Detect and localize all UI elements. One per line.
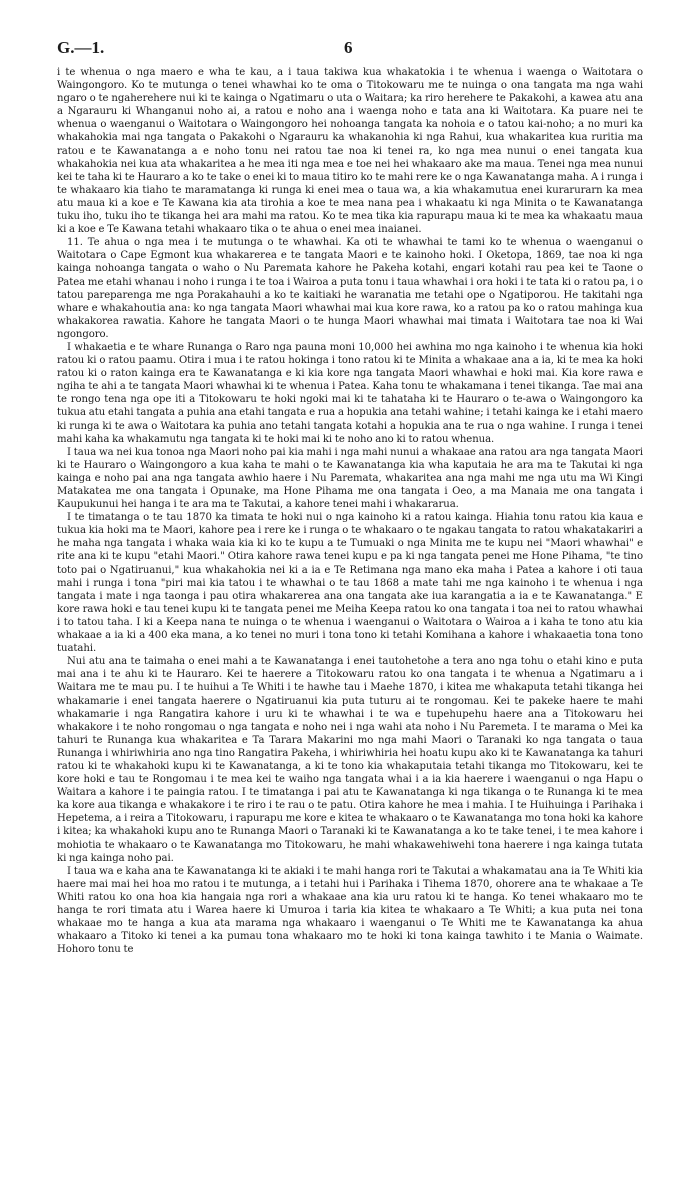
page-number: 6 [344,38,353,57]
page-header [57,38,643,62]
paragraph: Nui atu ana te taimaha o enei mahi a te Kawanatanga i enei tautohetohe a tera ano nga tohu o etahi kino e puta mai ana i te ahu ki te Hauraro. Kei te haerere a Titokowaru ratou ko ona tangata i te whenua a Ngatimaru a i Waitara me te mau pu. I te huihui a Te Whiti i te hawhe tau i Maehe 1870, i kitea me whakaputa tetahi tikanga hei whakamarie i enei tangata haerere o Ngatiruanui kia puta tuturu ai te rongomau. Kei te pakeke haere te mahi whakamarie i nga Rangatira kahore i uru ki te whawhai i te wa e tupehupehu haere ana a Titokowaru hei whakakore i te noho rongomau o nga tangata e noho nei i nga wahi ata noho i Nu Paremeta. I te marama o Mei ka tahuri te Runanga kua whakaritea e Ta Tarara Makarini mo nga mahi Maori o Taranaki ko nga tangata o taua Runanga i whiriwhiria ano nga tino Rangatira Pakeha, i whiriwhiria hei hoatu kupu ako ki te Kawanatanga ka tahuri ratou ki te whakahoki kupu ki te Kawanatanga, a ki te tono kia whakaputaia tetahi tikanga mo Titokowaru, kei te kore hoki e tau te Rongomau i te mea kei te waiho nga tangata whai i a ia kia haerere i waenganui o nga Hapu o Waitara a kahore i te paingia ratou. I te timatanga i pai atu te Kawanatanga ki nga tikanga o te Runanga ki te mea ka kore aua tikanga e whakakore i te riro i te rau o te patu. Otira kahore he mea i mahia. I te Huihuinga i Parihaka i Hepetema, a i reira a Titokowaru, i rapurapu me kore e kitea te whakaaro o te Kawanatanga mo tona hoki ka kahore i kitea; ka whakahoki kupu ano te Runanga Maori o Taranaki ki te Kawanatanga a ko te take tenei, i te mea kahore i mohiotia te whakaaro o te Kawanatanga mo Titokowaru, he mahi whakawehiwehi tona haerere i nga kainga tutata ki nga kainga noho pai. [57,656,643,864]
paragraph: I whakaetia e te whare Runanga o Raro nga pauna moni 10,000 hei awhina mo nga kainoho i te whenua kia hoki ratou ki o ratou paamu. Otira i mua i te ratou hokinga i tono ratou ki te Minita a whakaae ana a ia, ki te mea ka hoki ratou ki o raton kainga era te Kawanatanga e ki kia kore nga tangata Maori whawhai e hoki mai. Kia kore rawa e ngiha te ahi a te tangata Maori whawhai ki te whenua i Patea. Kaha tonu te whakamana i tenei tikanga. Tae mai ana te rongo tena nga ope iti a Titokowaru te hoki ngoki mai ki te tahataha ki te Hauraro o te-awa o Waingongoro ka tukua atu etahi tangata a puhia ana etahi tangata e rua a hopukia ana tetahi wahine; i tetahi kainga ke i etahi maero ki runga ki te awa o Waitotara ka puhia ano tetahi tangata kotahi a hopukia ana te rua o nga wahine. I runga i tenei mahi kaha ka whakamutu nga tangata ki te hoki mai ki te noho ano ki to ratou whenua. [57,341,643,445]
document-reference: G.—1. [57,38,105,57]
paragraph: I te timatanga o te tau 1870 ka timata te hoki nui o nga kainoho ki a ratou kainga. Hiahia tonu ratou kia kaua e tukua kia hoki ma te Maori, kahore pea i rere ke i runga o te whakaaro o te ngakau tangata to ratou whakatakariri a he maha nga tangata i whaka waia kia ki ko te kupu a te Tumuaki o nga Minita me te kupu nei "Maori whawhai" e rite ana ki te kupu "etahi Maori." Otira kahore rawa tenei kupu e pa ki nga tangata penei me Hone Pihama, "te tino toto pai o Ngatiruanui," kua whakahokia nei ki a ia e Te Retimana nga mano eka maha i Patea a kahore i oti taua mahi i runga i tona "piri mai kia tatou i te whawhai o te tau 1868 a mate tahi me nga kainoho i te whenua i nga tangata i mate i nga taonga i pau otira whakarerea ana ona tangata ake iua karangatia a ia e te Kawanatanga." E kore rawa hoki e tau tenei kupu ki te tangata penei me Meiha Keepa ratou ko ona tangata i toa nei to ratou whawhai i to tatou taha. I ki a Keepa nana te nuinga o te whenua i waenganui o Waitotara o Wairoa a i kaha te tono atu kia whakaae a ia ki a 400 eka mana, a ko tenei no muri i tona tono ki tetahi Komihana a kahore i whakaaetia tona tono tuatahi. [57,512,643,655]
document-body [57,66,643,956]
paragraph: 11. Te ahua o nga mea i te mutunga o te whawhai. Ka oti te whawhai te tami ko te whenua o waenganui o Waitotara o Cape Egmont kua whakarerea e te tangata Maori e te kainoho hoki. I Oketopa, 1869, tae noa ki nga kainga nohoanga tangata o waho o Nu Paremata kahore he Pakeha kotahi, engari kotahi rau pea kei te Taone o Patea me etahi whanau i noho i runga i te toa i Wairoa a puta tonu i taua whawhai i ora hoki i te tata ki o ratou pa, i o tatou pareparenga me nga Porakahauhi a ko te kaitiaki he waranatia me tetahi ope o Ngatiporou. He takitahi nga whare e whakahoutia ana: ko nga tangata Maori whawhai mai kua kore rawa, ko a ratou pa ko o ratou mahinga kua whakakorea rawatia. Kahore he tangata Maori o te hunga Maori whawhai mai timata i Waitotara tae noa ki Wai ngongoro. [57,237,643,340]
paragraph: I taua wa nei kua tonoa nga Maori noho pai kia mahi i nga mahi nunui a whakaae ana ratou ara nga tangata Maori ki te Hauraro o Waingongoro a kua kaha te mahi o te Kawanatanga kia wha kaputaia he ara ma te Takutai ki nga kainga e noho pai ana nga tangata awhio haere i Nu Paremata, whakaritea ana nga mahi me nga utu ma Wi Kingi Matakatea me ona tangata i Opunake, ma Hone Pihama me ona tangata i Oeo, a ma Manaia me ona tangata i Kaupukunui hei hanga i te ara ma te Takutai, a kahore tenei mahi i whakararua. [57,446,643,511]
paragraph: i te whenua o nga maero e wha te kau, a i taua takiwa kua whakatokia i te whenua i waenga o Waitotara o Waingongoro. Ko te mutunga o tenei whawhai ko te oma o Titokowaru me te nuinga o ona tangata ma nga wahi ngaro o te ngaherehere nui ki te kainga o Ngatimaru o uta o Waitara; ka riro herehere te Pakakohi, a kawea atu ana a Ngarauru ki Whanganui noho ai, a ratou e noho ana i waenga noho e tata ana ki Waitotara. Ka puare nei te whenua o waenganui o Waitotara o Waingongoro hei nohoanga tangata ka nohoia e o tatou kai-noho; a no muri ka whakahokia mai nga tangata o Pakakohi o Ngarauru ka whakanohia ki nga Rahui, kua whakaritea kua ruritia ma ratou e te Kawanatanga a e noho tonu nei ratou tae noa ki tenei ra, ko nga mea nunui o enei tangata kua whakahokia nei kua ata whakaritea a he mea iti nga mea e toe nei hei whakaaro ake ma maua. Tenei nga mea nunui kei te taha ki te Hauraro a ko te take o enei ki to maua titiro ko te mahi rere ke o nga Kawanatanga maha. A i runga i te whakaaro kia tiaho te maramatanga ki runga ki enei mea o taua wa, a kia whakamutua enei kurarurarn ka mea atu maua ki a koe e Te Kawana kia ata tirohia a koe te mea nana pea i whakaatu ki nga Minita o te Kawanatanga tuku iho, tuku iho te tikanga hei ara mahi ma ratou. Ko te mea tika kia rapurapu maua ki te mea ka whakaatu maua ki a koe e Te Kawana tetahi whakaaro tika o te ahua o enei mea inaianei. [57,67,643,236]
paragraph: I taua wa e kaha ana te Kawanatanga ki te akiaki i te mahi hanga rori te Takutai a whakamatau ana ia Te Whiti kia haere mai mai hei hoa mo ratou i te mutunga, a i tetahi hui i Parihaka i Tihema 1870, ohorere ana te whakaae a Te Whiti ratou ko ona hoa kia hangaia nga rori a whakaae ana kia uru ratou ki te hanga. Ko tenei whakaaro mo te hanga te rori timata atu i Warea haere ki Umuroa i taria kia kitea te whakaaro a Te Whiti; a kua puta nei tona whakaae mo te hanga a kua ata marama nga whakaaro i waenganui o Te Whiti me te Kawanatanga ka ahua whakaaro a Titoko ki tenei a ka pumau tona whakaaro mo te hoki ki tona kainga tawhito i te Mania o Waimate. Hohoro tonu te [57,865,643,956]
